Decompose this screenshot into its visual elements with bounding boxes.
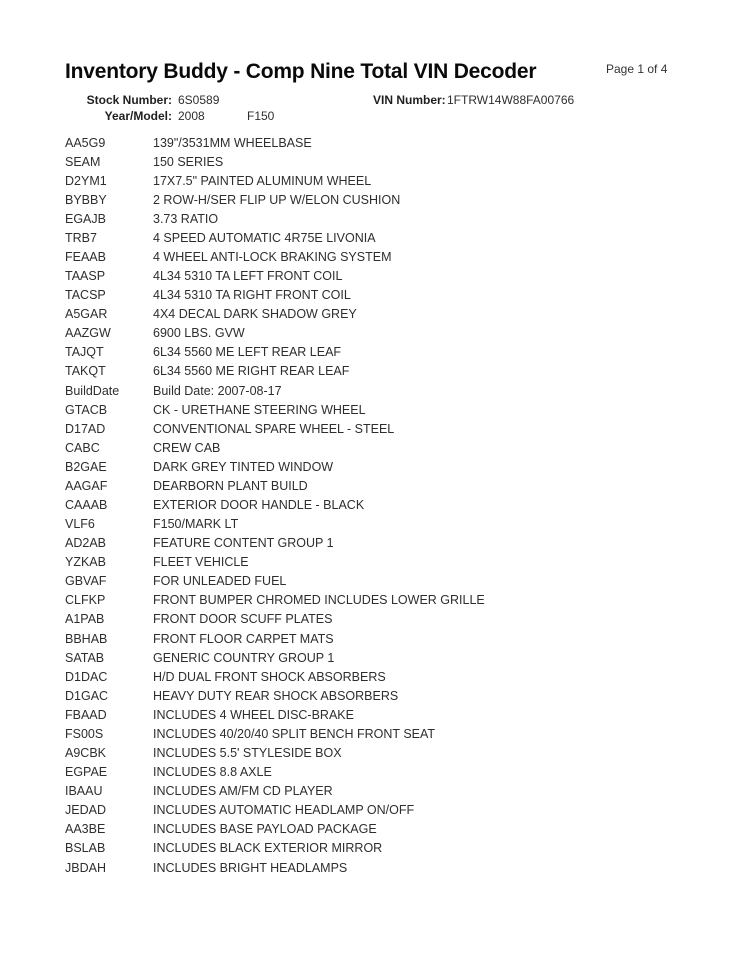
option-description: CK - URETHANE STEERING WHEEL <box>153 402 366 417</box>
option-description: H/D DUAL FRONT SHOCK ABSORBERS <box>153 669 386 684</box>
option-code: TAASP <box>65 269 106 284</box>
option-description: CREW CAB <box>153 440 221 455</box>
table-row <box>0 782 742 801</box>
option-description: DARK GREY TINTED WINDOW <box>153 459 334 474</box>
table-row <box>0 629 742 648</box>
option-code: YZKAB <box>65 555 106 570</box>
option-description: INCLUDES 4 WHEEL DISC-BRAKE <box>153 707 354 722</box>
table-row <box>0 228 742 247</box>
option-description: 17X7.5" PAINTED ALUMINUM WHEEL <box>153 173 372 188</box>
option-description: 3.73 RATIO <box>153 211 219 226</box>
table-row <box>0 686 742 705</box>
option-description: INCLUDES AUTOMATIC HEADLAMP ON/OFF <box>153 803 415 818</box>
table-row <box>0 648 742 667</box>
option-code: A5GAR <box>65 307 108 322</box>
option-code: GBVAF <box>65 574 107 589</box>
header-info-line-1 <box>0 93 742 109</box>
option-code: SATAB <box>65 650 105 665</box>
option-description: 4L34 5310 TA RIGHT FRONT COIL <box>153 288 351 303</box>
option-description: INCLUDES 8.8 AXLE <box>153 765 272 780</box>
table-row <box>0 247 742 266</box>
table-row <box>0 286 742 305</box>
table-row <box>0 839 742 858</box>
option-description: INCLUDES BRIGHT HEADLAMPS <box>153 860 348 875</box>
option-code: SEAM <box>65 154 101 169</box>
option-description: 139"/3531MM WHEELBASE <box>153 135 312 150</box>
option-description: INCLUDES AM/FM CD PLAYER <box>153 784 333 799</box>
option-description: 4X4 DECAL DARK SHADOW GREY <box>153 307 357 322</box>
option-description: FLEET VEHICLE <box>153 555 249 570</box>
year-value: 2008 <box>178 109 205 123</box>
option-code: IBAAU <box>65 784 103 799</box>
option-description: 6L34 5560 ME LEFT REAR LEAF <box>153 345 342 360</box>
table-row <box>0 400 742 419</box>
option-description: 2 ROW-H/SER FLIP UP W/ELON CUSHION <box>153 192 401 207</box>
table-row <box>0 190 742 209</box>
table-row <box>0 572 742 591</box>
option-description: GENERIC COUNTRY GROUP 1 <box>153 650 335 665</box>
option-code: A1PAB <box>65 612 105 627</box>
table-row <box>0 820 742 839</box>
option-code: D1DAC <box>65 669 108 684</box>
option-description: INCLUDES BASE PAYLOAD PACKAGE <box>153 822 377 837</box>
option-code: TRB7 <box>65 230 97 245</box>
table-row <box>0 305 742 324</box>
option-description: INCLUDES 40/20/40 SPLIT BENCH FRONT SEAT <box>153 726 436 741</box>
table-row <box>0 152 742 171</box>
option-code: FBAAD <box>65 707 107 722</box>
option-description: DEARBORN PLANT BUILD <box>153 478 308 493</box>
table-row <box>0 362 742 381</box>
option-code: D2YM1 <box>65 173 107 188</box>
option-code: A9CBK <box>65 746 106 761</box>
table-row <box>0 209 742 228</box>
table-row <box>0 495 742 514</box>
table-row <box>0 515 742 534</box>
option-description: FRONT FLOOR CARPET MATS <box>153 631 334 646</box>
option-description: 6L34 5560 ME RIGHT REAR LEAF <box>153 364 350 379</box>
option-description: 4L34 5310 TA LEFT FRONT COIL <box>153 269 343 284</box>
option-description: HEAVY DUTY REAR SHOCK ABSORBERS <box>153 688 399 703</box>
option-description: FEATURE CONTENT GROUP 1 <box>153 536 334 551</box>
option-code: JEDAD <box>65 803 106 818</box>
stock-number-value: 6S0589 <box>178 93 220 107</box>
option-code: TAKQT <box>65 364 106 379</box>
option-code: AAZGW <box>65 326 111 341</box>
table-row <box>0 476 742 495</box>
table-row <box>0 324 742 343</box>
option-code: TACSP <box>65 288 106 303</box>
option-code: AA5G9 <box>65 135 106 150</box>
option-code: BYBBY <box>65 192 107 207</box>
option-description: Build Date: 2007-08-17 <box>153 383 282 398</box>
table-row <box>0 705 742 724</box>
table-row <box>0 267 742 286</box>
table-row <box>0 133 742 152</box>
table-row <box>0 553 742 572</box>
option-description: 4 SPEED AUTOMATIC 4R75E LIVONIA <box>153 230 376 245</box>
option-code: AAGAF <box>65 478 108 493</box>
year-model-label: Year/Model: <box>104 109 172 123</box>
option-code: D1GAC <box>65 688 109 703</box>
option-code: EGPAE <box>65 765 108 780</box>
option-description: FRONT DOOR SCUFF PLATES <box>153 612 333 627</box>
table-row <box>0 381 742 400</box>
table-row <box>0 744 742 763</box>
option-code: BuildDate <box>65 383 120 398</box>
table-row <box>0 724 742 743</box>
option-code: CLFKP <box>65 593 106 608</box>
table-row <box>0 419 742 438</box>
table-row <box>0 801 742 820</box>
table-row <box>0 343 742 362</box>
table-row <box>0 438 742 457</box>
option-code: AA3BE <box>65 822 106 837</box>
option-description: 4 WHEEL ANTI-LOCK BRAKING SYSTEM <box>153 250 392 264</box>
option-code: FEAAB <box>65 250 106 264</box>
option-code: BSLAB <box>65 841 106 856</box>
option-code: CABC <box>65 440 100 455</box>
stock-number-label: Stock Number: <box>86 93 172 107</box>
table-row <box>0 457 742 476</box>
option-description: 150 SERIES <box>153 154 224 169</box>
table-row <box>0 763 742 782</box>
table-row <box>0 858 742 877</box>
vin-number-label: VIN Number: <box>373 93 446 107</box>
option-description: CONVENTIONAL SPARE WHEEL - STEEL <box>153 421 395 436</box>
option-description: FOR UNLEADED FUEL <box>153 574 287 589</box>
vin-number-value: 1FTRW14W88FA00766 <box>447 93 575 107</box>
model-value: F150 <box>247 109 275 123</box>
option-code: TAJQT <box>65 345 104 360</box>
option-code: VLF6 <box>65 517 95 532</box>
option-description: F150/MARK LT <box>153 517 239 532</box>
option-code: FS00S <box>65 726 104 741</box>
option-code: D17AD <box>65 421 106 436</box>
table-row <box>0 667 742 686</box>
option-description: INCLUDES BLACK EXTERIOR MIRROR <box>153 841 383 856</box>
table-row <box>0 534 742 553</box>
table-row <box>0 171 742 190</box>
option-code: BBHAB <box>65 631 108 646</box>
option-code: AD2AB <box>65 536 106 551</box>
option-description: 6900 LBS. GVW <box>153 326 245 341</box>
option-code: GTACB <box>65 402 108 417</box>
table-row <box>0 591 742 610</box>
option-code: CAAAB <box>65 498 108 513</box>
option-description: INCLUDES 5.5' STYLESIDE BOX <box>153 746 342 761</box>
header-info-line-2 <box>0 109 742 125</box>
option-description: FRONT BUMPER CHROMED INCLUDES LOWER GRILLE <box>153 593 485 608</box>
page-indicator: Page 1 of 4 <box>606 62 668 76</box>
option-code: JBDAH <box>65 860 106 875</box>
page-title: Inventory Buddy - Comp Nine Total VIN Decoder <box>65 60 537 83</box>
option-code: B2GAE <box>65 459 107 474</box>
option-code: EGAJB <box>65 211 106 226</box>
table-row <box>0 610 742 629</box>
option-description: EXTERIOR DOOR HANDLE - BLACK <box>153 498 365 513</box>
vin-options-list <box>0 133 742 877</box>
